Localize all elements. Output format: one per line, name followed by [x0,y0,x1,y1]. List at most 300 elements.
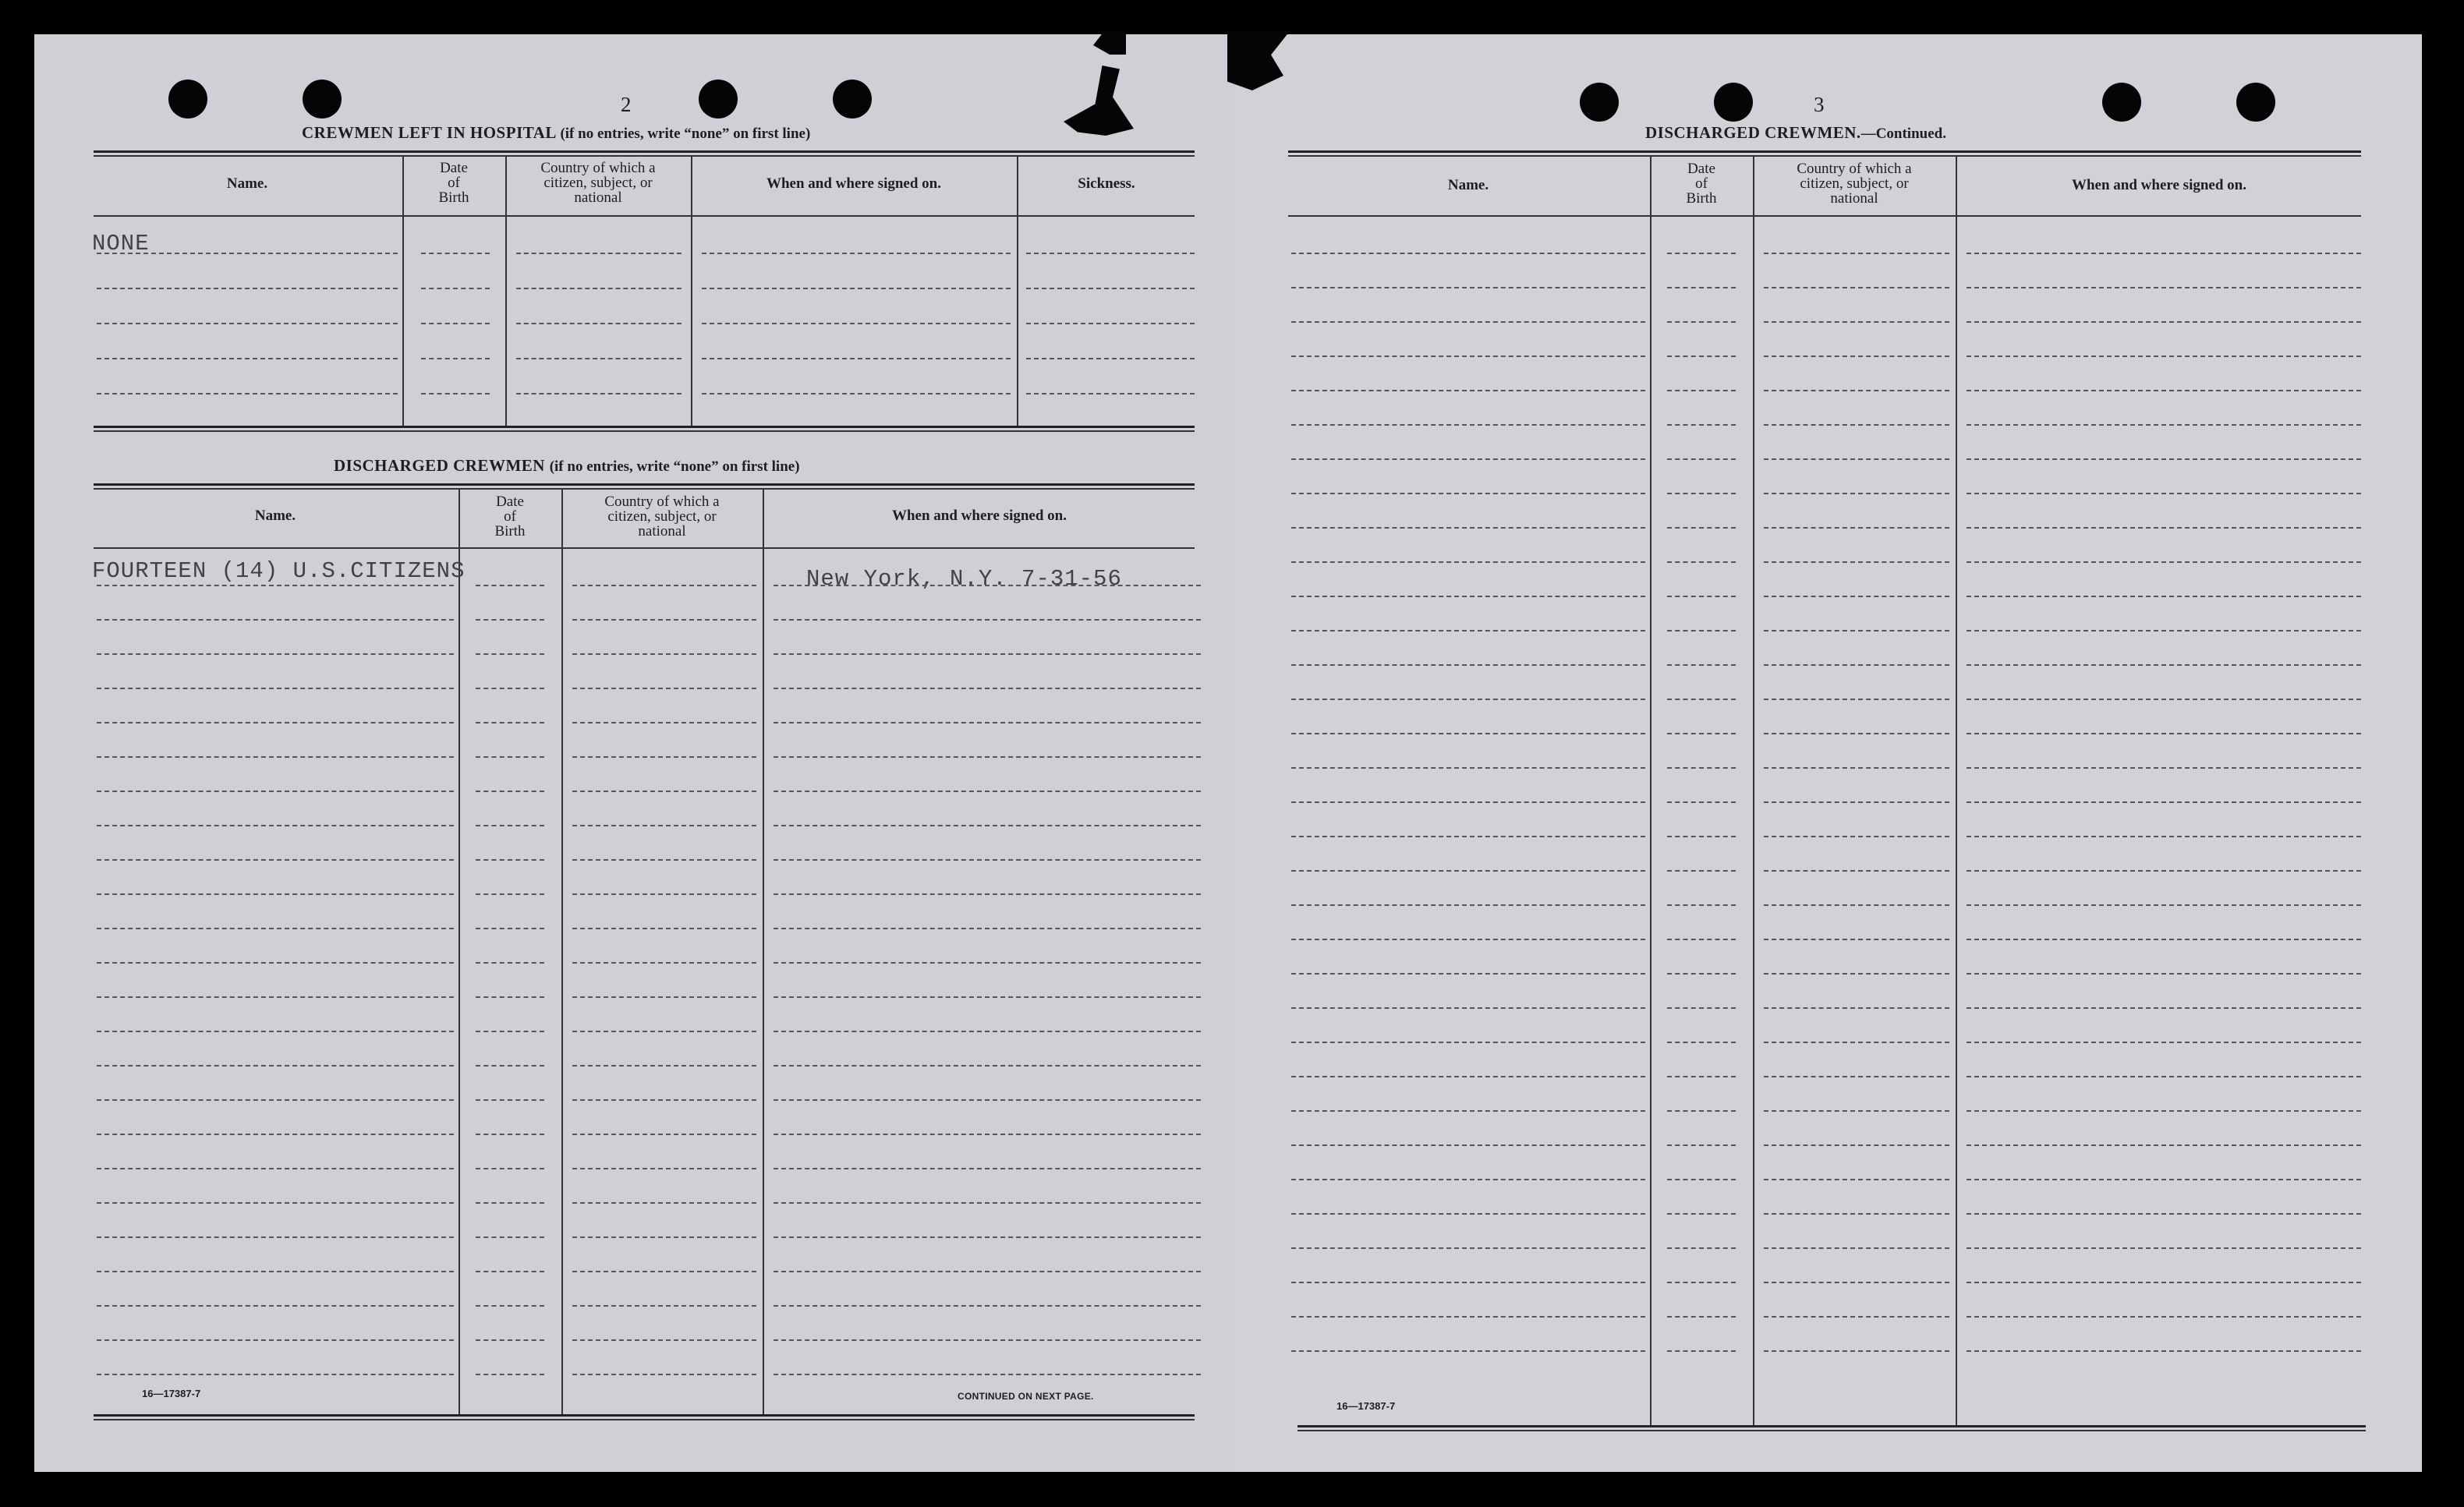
writing-line [1026,393,1195,394]
writing-line [476,756,544,758]
writing-line [476,1168,544,1169]
writing-line [1291,1213,1645,1215]
writing-line [1967,390,2361,391]
section-rule [1288,150,2361,157]
writing-line [97,1031,454,1032]
writing-line [1667,733,1736,734]
right-page [1235,34,2422,1472]
writing-line [1291,836,1645,837]
discharged-section-title: DISCHARGED CREWMEN (if no entries, write “none” on first line) [334,456,800,475]
writing-line [774,825,1201,826]
writing-line [774,653,1201,655]
column-divider [691,156,692,427]
writing-line [97,825,454,826]
writing-line [1667,767,1736,769]
column-header-signed-on: When and where signed on. [891,508,1067,524]
writing-line [1967,1247,2361,1249]
writing-line [1967,1282,2361,1283]
writing-line [476,585,544,586]
writing-line [476,619,544,621]
writing-line [1967,1316,2361,1318]
writing-line [1667,973,1736,975]
writing-line [774,928,1201,929]
column-divider [402,156,404,427]
writing-line [572,688,756,689]
writing-line [476,653,544,655]
writing-line [476,1374,544,1375]
writing-line [476,1202,544,1204]
writing-line [774,1099,1201,1101]
writing-line [774,619,1201,621]
writing-line [1026,358,1195,359]
writing-line [1764,458,1949,460]
writing-line [572,1236,756,1238]
column-header-name: Name. [254,508,296,524]
writing-line [1967,664,2361,666]
writing-line [774,996,1201,998]
writing-line [1291,596,1645,597]
writing-line [476,1271,544,1272]
writing-line [1967,1213,2361,1215]
writing-line [1764,356,1949,357]
writing-line [1667,904,1736,906]
writing-line [1967,939,2361,940]
writing-line [516,393,681,394]
writing-line [774,859,1201,861]
writing-line [1764,596,1949,597]
punch-hole [303,80,342,119]
writing-line [572,619,756,621]
form-number: 16—17387-7 [142,1388,201,1399]
writing-line [421,288,490,289]
writing-line [1764,1316,1949,1318]
writing-line [476,1134,544,1135]
writing-line [1291,321,1645,323]
writing-line [1291,287,1645,288]
writing-line [572,1374,756,1375]
writing-line [1967,973,2361,975]
writing-line [476,962,544,964]
writing-line [1967,630,2361,631]
writing-line [572,1339,756,1341]
column-divider [1753,156,1754,1427]
header-rule [94,215,1195,217]
writing-line [1667,664,1736,666]
writing-line [476,1339,544,1341]
writing-line [702,288,1011,289]
writing-line [97,393,398,394]
writing-line [572,585,756,586]
writing-line [572,1202,756,1204]
writing-line [97,1134,454,1135]
writing-line [97,1065,454,1067]
writing-line [572,1031,756,1032]
writing-line [1667,939,1736,940]
writing-line [1667,699,1736,700]
writing-line [1667,287,1736,288]
header-rule [1288,215,2361,217]
writing-line [702,323,1011,324]
writing-line [476,1236,544,1238]
writing-line [774,756,1201,758]
writing-line [421,323,490,324]
writing-line [1667,1350,1736,1352]
writing-line [476,928,544,929]
writing-line [1291,733,1645,734]
writing-line [1764,801,1949,803]
writing-line [97,722,454,723]
writing-line [1291,1247,1645,1249]
writing-line [572,791,756,792]
writing-line [774,893,1201,895]
writing-line [774,722,1201,723]
writing-line [97,859,454,861]
writing-line [1967,596,2361,597]
writing-line [1667,1282,1736,1283]
writing-line [1764,561,1949,563]
writing-line [1291,1316,1645,1318]
writing-line [1764,939,1949,940]
writing-line [572,756,756,758]
column-divider [505,156,507,427]
continued-note: CONTINUED ON NEXT PAGE. [958,1391,1094,1402]
column-divider [561,488,563,1416]
writing-line [572,1099,756,1101]
writing-line [1026,323,1195,324]
writing-line [97,1305,454,1307]
punch-hole [2236,83,2275,122]
writing-line [774,1065,1201,1067]
writing-line [97,962,454,964]
section-rule [94,150,1195,157]
writing-line [774,1031,1201,1032]
writing-line [476,1099,544,1101]
writing-line [97,653,454,655]
writing-line [1291,253,1645,254]
writing-line [1764,973,1949,975]
writing-line [1667,630,1736,631]
writing-line [1764,1007,1949,1009]
header-rule [94,547,1195,549]
writing-line [97,688,454,689]
writing-line [1667,801,1736,803]
writing-line [1291,1282,1645,1283]
writing-line [476,1305,544,1307]
writing-line [516,253,681,254]
writing-line [97,756,454,758]
writing-line [1667,870,1736,872]
page-number: 2 [621,93,632,116]
writing-line [1967,287,2361,288]
writing-line [1291,904,1645,906]
writing-line [1291,1042,1645,1043]
writing-line [1967,424,2361,426]
writing-line [774,791,1201,792]
column-header-name: Name. [226,175,268,192]
writing-line [572,1305,756,1307]
column-divider [763,488,764,1416]
writing-line [97,619,454,621]
writing-line [572,859,756,861]
writing-line [476,893,544,895]
column-divider [1650,156,1652,1427]
writing-line [572,996,756,998]
punch-hole [2102,83,2141,122]
writing-line [1764,1110,1949,1112]
punch-hole [699,80,738,119]
writing-line [97,1374,454,1375]
writing-line [1291,767,1645,769]
form-number: 16—17387-7 [1336,1400,1396,1412]
page-number: 3 [1814,93,1825,116]
writing-line [1764,767,1949,769]
column-divider [1956,156,1957,1427]
writing-line [1764,1144,1949,1146]
writing-line [1667,1316,1736,1318]
writing-line [1764,699,1949,700]
writing-line [1764,253,1949,254]
column-divider [1017,156,1018,427]
writing-line [1764,321,1949,323]
writing-line [1026,288,1195,289]
writing-line [572,1065,756,1067]
writing-line [1026,253,1195,254]
writing-line [1291,1350,1645,1352]
writing-line [572,1168,756,1169]
writing-line [1291,424,1645,426]
column-divider [458,488,460,1416]
writing-line [1291,699,1645,700]
writing-line [1667,1007,1736,1009]
writing-line [97,1236,454,1238]
writing-line [1667,424,1736,426]
writing-line [1967,1042,2361,1043]
writing-line [97,253,398,254]
writing-line [1667,527,1736,529]
writing-line [572,928,756,929]
writing-line [1667,1042,1736,1043]
writing-line [774,1374,1201,1375]
writing-line [774,688,1201,689]
writing-line [1764,870,1949,872]
writing-line [1291,973,1645,975]
writing-line [97,996,454,998]
column-header-date-of-birth: Date of Birth [1686,161,1717,207]
writing-line [1764,733,1949,734]
writing-line [1667,1179,1736,1180]
writing-line [1667,253,1736,254]
writing-line [774,1305,1201,1307]
writing-line [774,1134,1201,1135]
writing-line [516,358,681,359]
column-header-name: Name. [1447,177,1489,193]
writing-line [1967,904,2361,906]
torn-edge [1064,65,1134,136]
writing-line [774,1168,1201,1169]
writing-line [572,962,756,964]
writing-line [1764,1179,1949,1180]
writing-line [774,1202,1201,1204]
writing-line [1291,1110,1645,1112]
writing-line [97,1339,454,1341]
punch-hole [168,80,207,119]
column-header-country: Country of which a citizen, subject, or national [540,160,656,206]
writing-line [1967,356,2361,357]
writing-line [476,825,544,826]
writing-line [1291,390,1645,391]
writing-line [1764,1042,1949,1043]
writing-line [1967,1144,2361,1146]
writing-line [572,722,756,723]
writing-line [1291,561,1645,563]
writing-line [1667,321,1736,323]
writing-line [1291,664,1645,666]
section-rule [94,426,1195,432]
column-header-country: Country of which a citizen, subject, or national [604,493,720,539]
writing-line [1291,630,1645,631]
writing-line [774,1271,1201,1272]
writing-line [1967,493,2361,494]
writing-line [476,722,544,723]
writing-line [1667,356,1736,357]
writing-line [1764,1076,1949,1077]
section-rule [94,483,1195,490]
writing-line [476,859,544,861]
writing-line [1667,1110,1736,1112]
writing-line [1291,1179,1645,1180]
column-header-country: Country of which a citizen, subject, or national [1797,161,1912,207]
section-rule [1297,1425,2366,1431]
writing-line [1291,356,1645,357]
writing-line [572,1134,756,1135]
writing-line [1967,870,2361,872]
writing-line [1764,1282,1949,1283]
column-header-date-of-birth: Date of Birth [438,160,469,206]
left-page [34,34,1235,1472]
writing-line [421,393,490,394]
writing-line [1667,458,1736,460]
writing-line [774,585,1201,586]
writing-line [774,962,1201,964]
writing-line [1291,527,1645,529]
writing-line [572,653,756,655]
writing-line [1967,1007,2361,1009]
writing-line [1764,424,1949,426]
writing-line [476,996,544,998]
writing-line [1764,527,1949,529]
writing-line [1967,1179,2361,1180]
hospital-entry-name: NONE [92,231,150,256]
discharged-continued-title: DISCHARGED CREWMEN.—Continued. [1645,123,1946,142]
writing-line [97,791,454,792]
writing-line [1967,1076,2361,1077]
writing-line [97,323,398,324]
writing-line [97,1099,454,1101]
writing-line [1291,1076,1645,1077]
writing-line [1764,1350,1949,1352]
writing-line [97,585,454,586]
writing-line [1667,1247,1736,1249]
writing-line [1667,390,1736,391]
punch-hole [1580,83,1619,122]
writing-line [1967,801,2361,803]
writing-line [1291,801,1645,803]
writing-line [1967,561,2361,563]
writing-line [1667,493,1736,494]
writing-line [1967,321,2361,323]
column-header-date-of-birth: Date of Birth [494,493,526,539]
writing-line [97,928,454,929]
writing-line [1667,1144,1736,1146]
writing-line [1291,870,1645,872]
column-header-signed-on: When and where signed on. [766,175,941,192]
writing-line [1764,836,1949,837]
writing-line [476,688,544,689]
writing-line [1667,596,1736,597]
writing-line [97,358,398,359]
writing-line [516,323,681,324]
writing-line [1967,253,2361,254]
writing-line [97,893,454,895]
writing-line [1764,630,1949,631]
writing-line [1291,939,1645,940]
writing-line [572,893,756,895]
writing-line [421,253,490,254]
writing-line [1291,493,1645,494]
writing-line [1667,836,1736,837]
writing-line [1967,699,2361,700]
writing-line [97,288,398,289]
writing-line [702,253,1011,254]
writing-line [572,825,756,826]
punch-hole [833,80,872,119]
writing-line [1764,1213,1949,1215]
writing-line [702,358,1011,359]
writing-line [1291,1007,1645,1009]
discharged-entry-signed-on: New York, N.Y. 7-31-56 [806,566,1122,592]
writing-line [1764,904,1949,906]
section-rule [94,1414,1195,1420]
column-header-signed-on: When and where signed on. [2071,177,2246,193]
writing-line [1291,458,1645,460]
writing-line [1967,458,2361,460]
writing-line [1291,1144,1645,1146]
writing-line [476,1065,544,1067]
writing-line [774,1339,1201,1341]
hospital-section-title: CREWMEN LEFT IN HOSPITAL (if no entries, write “none” on first line) [302,123,811,142]
writing-line [1764,664,1949,666]
writing-line [1967,733,2361,734]
writing-line [774,1236,1201,1238]
writing-line [1764,1247,1949,1249]
writing-line [1667,561,1736,563]
writing-line [1967,1110,2361,1112]
column-header-sickness: Sickness. [1078,175,1135,192]
writing-line [1764,390,1949,391]
writing-line [1967,1350,2361,1352]
torn-edge [1071,31,1126,55]
writing-line [572,1271,756,1272]
writing-line [516,288,681,289]
writing-line [97,1202,454,1204]
writing-line [421,358,490,359]
writing-line [476,1031,544,1032]
writing-line [1967,527,2361,529]
writing-line [97,1168,454,1169]
punch-hole [1714,83,1753,122]
writing-line [476,791,544,792]
writing-line [1967,836,2361,837]
